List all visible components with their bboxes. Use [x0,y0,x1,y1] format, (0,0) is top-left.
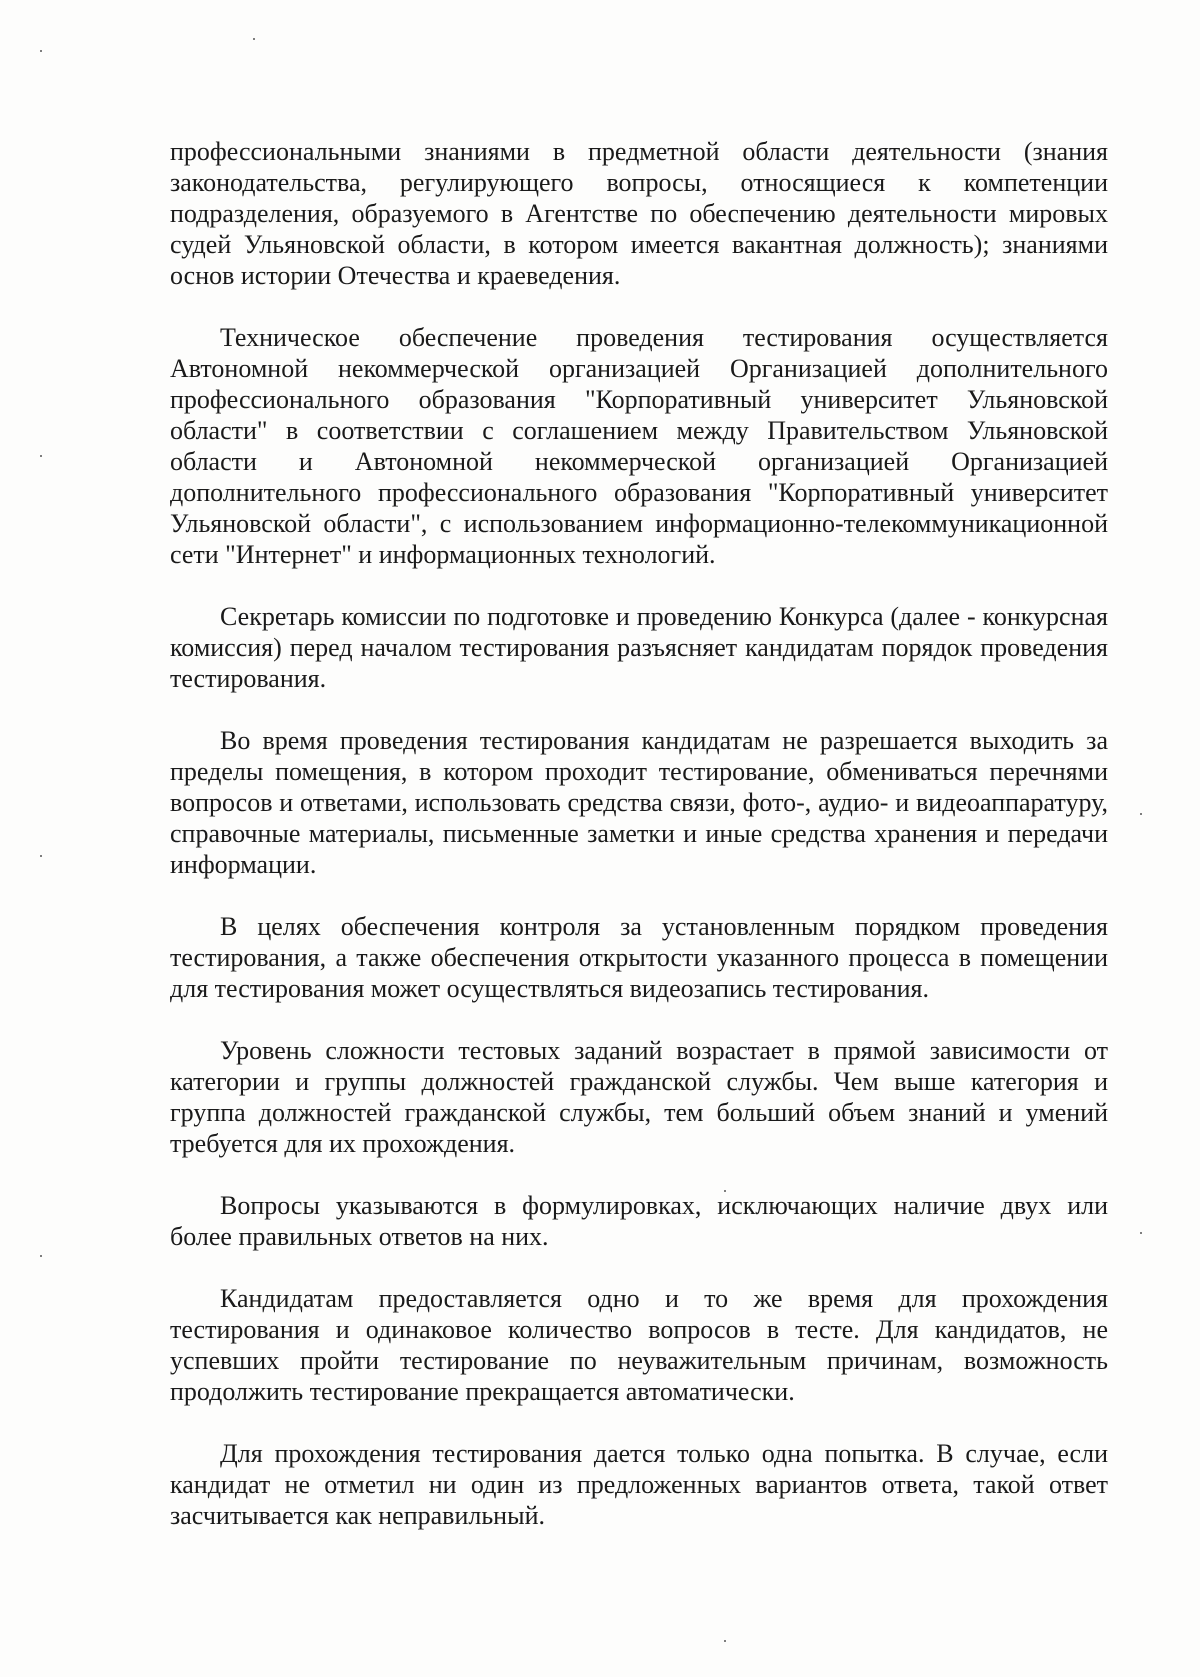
scan-speck [40,50,42,52]
scan-speck [40,455,42,457]
scan-speck [1140,813,1142,815]
paragraph: Для прохождения тестирования дается только одна попытка. В случае, если кандидат не отметил ни один из предложенных вариантов ответа, такой ответ засчитывается как неправильный. [170,1439,1108,1530]
scan-speck [40,855,42,857]
scan-speck [724,1640,726,1642]
paragraph: Вопросы указываются в формулировках, исключающих наличие двух или более правильных ответов на них. [170,1191,1108,1251]
paragraph: Во время проведения тестирования кандидатам не разрешается выходить за пределы помещения, в котором проходит тестирование, обмениваться перечнями вопросов и ответами, использовать средства связи, фото-, аудио- и видеоаппаратуру, справочные материалы, письменные заметки и иные средства хранения и передачи информации. [170,726,1108,879]
paragraph: В целях обеспечения контроля за установленным порядком проведения тестирования, а также обеспечения открытости указанного процесса в помещении для тестирования может осуществляться видеозапись тестирования. [170,912,1108,1003]
scan-speck [253,38,255,40]
paragraph: Кандидатам предоставляется одно и то же время для прохождения тестирования и одинаковое количество вопросов в тесте. Для кандидатов, не успевших пройти тестирование по неуважительным причинам, возможность продолжить тестирование прекращается автоматически. [170,1284,1108,1406]
paragraph: Уровень сложности тестовых заданий возрастает в прямой зависимости от категории и группы должностей гражданской службы. Чем выше категория и группа должностей гражданской службы, тем больший объем знаний и умений требуется для их прохождения. [170,1036,1108,1158]
document-body [170,136,1108,1531]
paragraph: Техническое обеспечение проведения тестирования осуществляется Автономной некоммерческой организацией Организацией дополнительного профессионального образования "Корпоративный университет Ульяновской области" в соответствии с соглашением между Правительством Ульяновской области и Автономной некоммерческой организацией Организацией дополнительного профессионального образования "Корпоративный университет Ульяновской области", с использованием информационно-телекоммуникационной сети "Интернет" и информационных технологий. [170,323,1108,569]
scan-speck [1140,1232,1142,1234]
paragraph: профессиональными знаниями в предметной области деятельности (знания законодательства, регулирующего вопросы, относящиеся к компетенции подразделения, образуемого в Агентстве по обеспечению деятельности мировых судей Ульяновской области, в котором имеется вакантная должность); знаниями основ истории Отечества и краеведения. [170,137,1108,290]
paragraph: Секретарь комиссии по подготовке и проведению Конкурса (далее - конкурсная комиссия) перед началом тестирования разъясняет кандидатам порядок проведения тестирования. [170,602,1108,693]
scan-speck [40,1255,42,1257]
